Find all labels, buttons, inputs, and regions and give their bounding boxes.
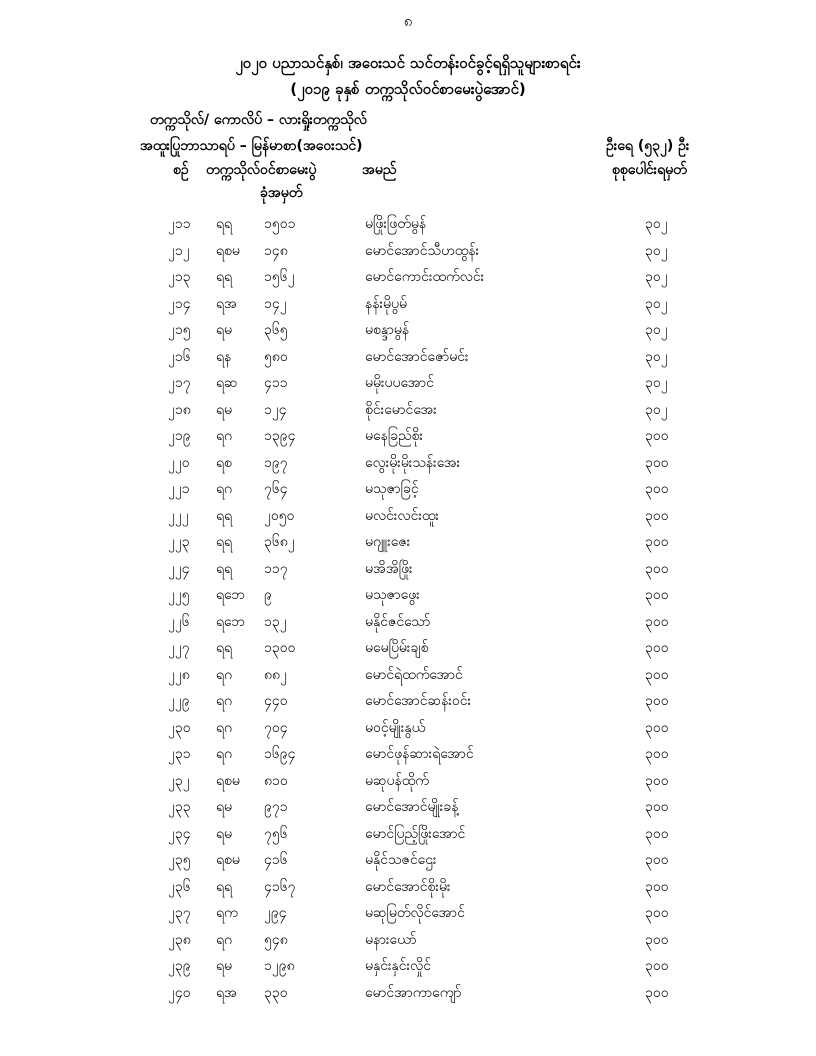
row-number: ၂၂၀ [168, 454, 190, 471]
header-roll-number-line-2: ခုံအမှတ် [260, 185, 303, 201]
table-row [0, 290, 816, 317]
student-name: မဂျူးဇေး [365, 534, 411, 550]
student-name: မစန္ဒာမွန် [365, 322, 410, 338]
row-number: ၂၂၇ [168, 640, 190, 656]
row-number: ၂၁၃ [168, 269, 191, 285]
roll-number: ၃၃၀ [264, 984, 288, 1001]
student-name: မောင်အောင်ဆန်းဝင်း [365, 693, 472, 709]
table-row [0, 899, 816, 926]
total-score: ၃၀၀ [645, 878, 669, 895]
student-count: ဦးရေ (၅၃၂) ဦး [606, 138, 690, 154]
student-name: မမေပြိမ်းချစ် [365, 640, 429, 656]
student-name: မနိုင်သဇင်ဌေး [365, 852, 437, 868]
university-line: တက္ကသိုလ်/ ကောလိပ် – လားရှိုးတက္ကသိုလ် [150, 112, 367, 128]
total-score: ၃၀၀ [645, 560, 669, 577]
header-no: စဉ် [173, 162, 189, 178]
roll-code: ရဂ [216, 931, 233, 948]
student-name: မောင်ရဲထက်အောင် [365, 666, 463, 683]
student-name: မအိအိဖြိုး [365, 560, 413, 577]
roll-code: ရစ [216, 454, 232, 471]
student-name: မနှင်းနှင်းလှိုင် [365, 958, 431, 974]
roll-number: ၁၃၀၀ [264, 640, 296, 656]
table-row [0, 820, 816, 847]
row-number: ၂၃၂ [168, 772, 190, 789]
table-row [0, 608, 816, 635]
roll-number: ၈၁၀ [264, 772, 288, 789]
page-number: ၈ [403, 12, 413, 30]
roll-code: ရအ [216, 295, 237, 312]
roll-code: ရမ [216, 958, 233, 974]
student-name: မဖြိုးဖြတ်မွန် [365, 216, 427, 232]
total-score: ၃၀၀ [645, 428, 669, 444]
roll-number: ၁၂၉၈ [264, 958, 295, 974]
row-number: ၂၁၅ [168, 322, 191, 338]
student-name: မသုဇာဖွေး [365, 587, 420, 603]
row-number: ၂၃၆ [168, 878, 191, 895]
roll-code: ရရ [216, 216, 233, 232]
student-name: လွေးမိုးမိုးသန်းအေး [365, 454, 461, 471]
document-title: ၂၀၂၀ ပညာသင်နှစ်၊ အဝေးသင် သင်တန်းဝင်ခွင့်ရရှိသူများစာရင်း [235, 54, 581, 72]
table-row [0, 343, 816, 370]
student-name: မမိုးပပအောင် [365, 375, 434, 391]
document-subtitle: (၂၀၁၉ ခုနှစ် တက္ကသိုလ်ဝင်စာမေးပွဲအောင်) [290, 80, 526, 98]
row-number: ၂၃၃ [168, 799, 191, 815]
total-score: ၃၀၀ [645, 666, 669, 683]
row-number: ၂၂၁ [168, 481, 190, 497]
student-name: မောင်အောင်သီဟထွန်း [365, 242, 480, 259]
table-row [0, 369, 816, 396]
roll-number: ၂၀၅၀ [264, 507, 295, 524]
row-number: ၂၃၇ [168, 905, 191, 921]
total-score: ၃၀၀ [645, 587, 669, 603]
roll-code: ရဂ [216, 428, 233, 444]
student-name: မနေခြည်စိုး [365, 428, 424, 444]
roll-code: ရက [216, 905, 238, 921]
roll-number: ၃၆၈၂ [264, 534, 295, 550]
student-name: မသုဇာခြင့် [365, 481, 419, 497]
total-score: ၃၀၀ [645, 852, 669, 868]
table-row [0, 793, 816, 820]
roll-number: ၇၆၄ [264, 481, 288, 497]
header-name: အမည် [362, 162, 397, 178]
table-row [0, 873, 816, 900]
roll-code: ရမ [216, 322, 233, 338]
student-name: မောင်အောင်မျိုးခန့် [365, 799, 459, 815]
row-number: ၂၂၈ [168, 666, 190, 683]
roll-code: ရဘေ [216, 613, 245, 630]
roll-code: ရဂ [216, 693, 233, 709]
total-score: ၃၀၀ [645, 534, 669, 550]
student-name: နန်းမိုပွမ် [365, 295, 408, 312]
row-number: ၂၂၉ [168, 693, 190, 709]
roll-code: ရန [216, 348, 232, 365]
student-name: မဆုပန်ထိုက် [365, 772, 429, 789]
table-row [0, 263, 816, 290]
roll-number: ၁၂၄ [264, 401, 287, 418]
table-row [0, 767, 816, 794]
row-number: ၂၄၀ [168, 984, 191, 1001]
total-score: ၃၀၂ [645, 401, 668, 418]
table-row [0, 952, 816, 979]
total-score: ၃၀၂ [645, 348, 668, 365]
total-score: ၃၀၀ [645, 825, 669, 842]
table-row [0, 634, 816, 661]
roll-number: ၉ [264, 587, 272, 603]
roll-code: ရဘေ [216, 587, 245, 603]
table-row [0, 714, 816, 741]
roll-number: ၉၇၁ [264, 799, 288, 815]
header-total-score: စုစုပေါင်းရမှတ် [612, 162, 687, 178]
student-name: မနိုင်ဇင်သော် [365, 613, 431, 630]
roll-number: ၄၁၆ [264, 852, 288, 868]
roll-number: ၅၄၈ [264, 931, 288, 948]
roll-code: ရမ [216, 825, 233, 842]
roll-code: ရစမ [216, 772, 240, 789]
table-row [0, 528, 816, 555]
row-number: ၂၂၆ [168, 613, 190, 630]
table-row [0, 316, 816, 343]
row-number: ၂၂၄ [168, 560, 190, 577]
roll-code: ရရ [216, 507, 233, 524]
row-number: ၂၁၈ [168, 401, 191, 418]
student-name: မဆုမြတ်လိုင်အောင် [365, 905, 465, 921]
table-row [0, 449, 816, 476]
student-name: မဝင့်မျိုးနွယ် [365, 719, 426, 736]
table-row [0, 926, 816, 953]
total-score: ၃၀၀ [645, 693, 669, 709]
roll-number: ၁၃၉၄ [264, 428, 296, 444]
table-row [0, 422, 816, 449]
roll-number: ၄၁၁ [264, 375, 288, 391]
roll-code: ရရ [216, 269, 233, 285]
total-score: ၃၀၀ [645, 931, 669, 948]
student-name: မောင်ပြည့်ဖြိုးအောင် [365, 825, 466, 842]
roll-number: ၁၅၀၁ [264, 216, 296, 232]
roll-number: ၇၀၄ [264, 719, 288, 736]
student-name: မောင်ဖုန်ဆားရဲအောင် [365, 746, 474, 762]
table-row [0, 740, 816, 767]
results-table [0, 210, 816, 1005]
roll-number: ၁၉၇ [264, 454, 288, 471]
total-score: ၃၀၂ [645, 295, 668, 312]
roll-number: ၁၆၉၄ [264, 746, 296, 762]
roll-code: ရရ [216, 560, 233, 577]
roll-code: ရအ [216, 984, 237, 1001]
row-number: ၂၃၀ [168, 719, 191, 736]
total-score: ၃၀၀ [645, 984, 669, 1001]
roll-code: ရမ [216, 401, 233, 418]
roll-code: ရဆ [216, 375, 238, 391]
student-name: မနားယော် [365, 931, 417, 948]
row-number: ၂၃၄ [168, 825, 191, 842]
row-number: ၂၁၉ [168, 428, 191, 444]
roll-number: ၅၈၀ [264, 348, 288, 365]
row-number: ၂၁၇ [168, 375, 191, 391]
total-score: ၃၀၀ [645, 454, 669, 471]
roll-code: ရဂ [216, 481, 233, 497]
header-roll-number: တက္ကသိုလ်ဝင်စာမေးပွဲ [206, 162, 317, 178]
roll-number: ၇၅၆ [264, 825, 288, 842]
table-row [0, 661, 816, 688]
total-score: ၃၀၀ [645, 719, 669, 736]
subject-line: အထူးပြုဘာသာရပ် – မြန်မာစာ(အဝေးသင်) [140, 138, 363, 154]
row-number: ၂၃၅ [168, 852, 191, 868]
student-name: မောင်အာကာကျော် [365, 984, 462, 1001]
table-row [0, 502, 816, 529]
student-name: မလင်းလင်းထူး [365, 507, 439, 524]
total-score: ၃၀၀ [645, 746, 669, 762]
roll-code: ရဂ [216, 746, 233, 762]
roll-number: ၈၈၂ [264, 666, 287, 683]
roll-code: ရဂ [216, 666, 233, 683]
table-row [0, 846, 816, 873]
total-score: ၃၀၀ [645, 958, 669, 974]
table-row [0, 237, 816, 264]
student-name: စိုင်းမောင်အေး [365, 401, 437, 418]
row-number: ၂၁၆ [168, 348, 191, 365]
roll-code: ရရ [216, 640, 233, 656]
table-row [0, 581, 816, 608]
total-score: ၃၀၀ [645, 799, 669, 815]
roll-code: ရမ [216, 799, 233, 815]
roll-number: ၂၉၄ [264, 905, 287, 921]
roll-number: ၁၄၂ [264, 295, 287, 312]
total-score: ၃၀၀ [645, 507, 669, 524]
row-number: ၂၁၁ [168, 216, 191, 232]
roll-number: ၁၃၂ [264, 613, 287, 630]
row-number: ၂၃၉ [168, 958, 191, 974]
total-score: ၃၀၂ [645, 322, 668, 338]
table-row [0, 396, 816, 423]
roll-code: ရစမ [216, 852, 240, 868]
total-score: ၃၀၀ [645, 640, 669, 656]
roll-number: ၁၁၇ [264, 560, 288, 577]
roll-code: ရရ [216, 534, 233, 550]
table-row [0, 555, 816, 582]
row-number: ၂၂၃ [168, 534, 190, 550]
total-score: ၃၀၀ [645, 481, 669, 497]
row-number: ၂၂၂ [168, 507, 189, 524]
student-name: မောင်ကောင်းထက်လင်း [365, 269, 485, 285]
row-number: ၂၂၅ [168, 587, 190, 603]
total-score: ၃၀၀ [645, 613, 669, 630]
total-score: ၃၀၂ [645, 375, 668, 391]
student-name: မောင်အောင်စိုးမိုး [365, 878, 451, 895]
roll-number: ၁၅၆၂ [264, 269, 295, 285]
roll-code: ရစမ [216, 242, 240, 259]
row-number: ၂၃၈ [168, 931, 191, 948]
total-score: ၃၀၂ [645, 269, 668, 285]
roll-number: ၄၄၀ [264, 693, 288, 709]
roll-number: ၄၁၆၇ [264, 878, 296, 895]
total-score: ၃၀၂ [645, 242, 668, 259]
roll-number: ၃၆၅ [264, 322, 288, 338]
total-score: ၃၀၂ [645, 216, 668, 232]
student-name: မောင်အောင်ဇော်မင်း [365, 348, 469, 365]
row-number: ၂၁၂ [168, 242, 190, 259]
table-row [0, 210, 816, 237]
row-number: ၂၃၁ [168, 746, 191, 762]
table-row [0, 687, 816, 714]
table-row [0, 475, 816, 502]
row-number: ၂၁၄ [168, 295, 191, 312]
roll-number: ၁၄၈ [264, 242, 288, 259]
total-score: ၃၀၀ [645, 905, 669, 921]
total-score: ၃၀၀ [645, 772, 669, 789]
table-row [0, 979, 816, 1006]
roll-code: ရရ [216, 878, 233, 895]
roll-code: ရဂ [216, 719, 233, 736]
